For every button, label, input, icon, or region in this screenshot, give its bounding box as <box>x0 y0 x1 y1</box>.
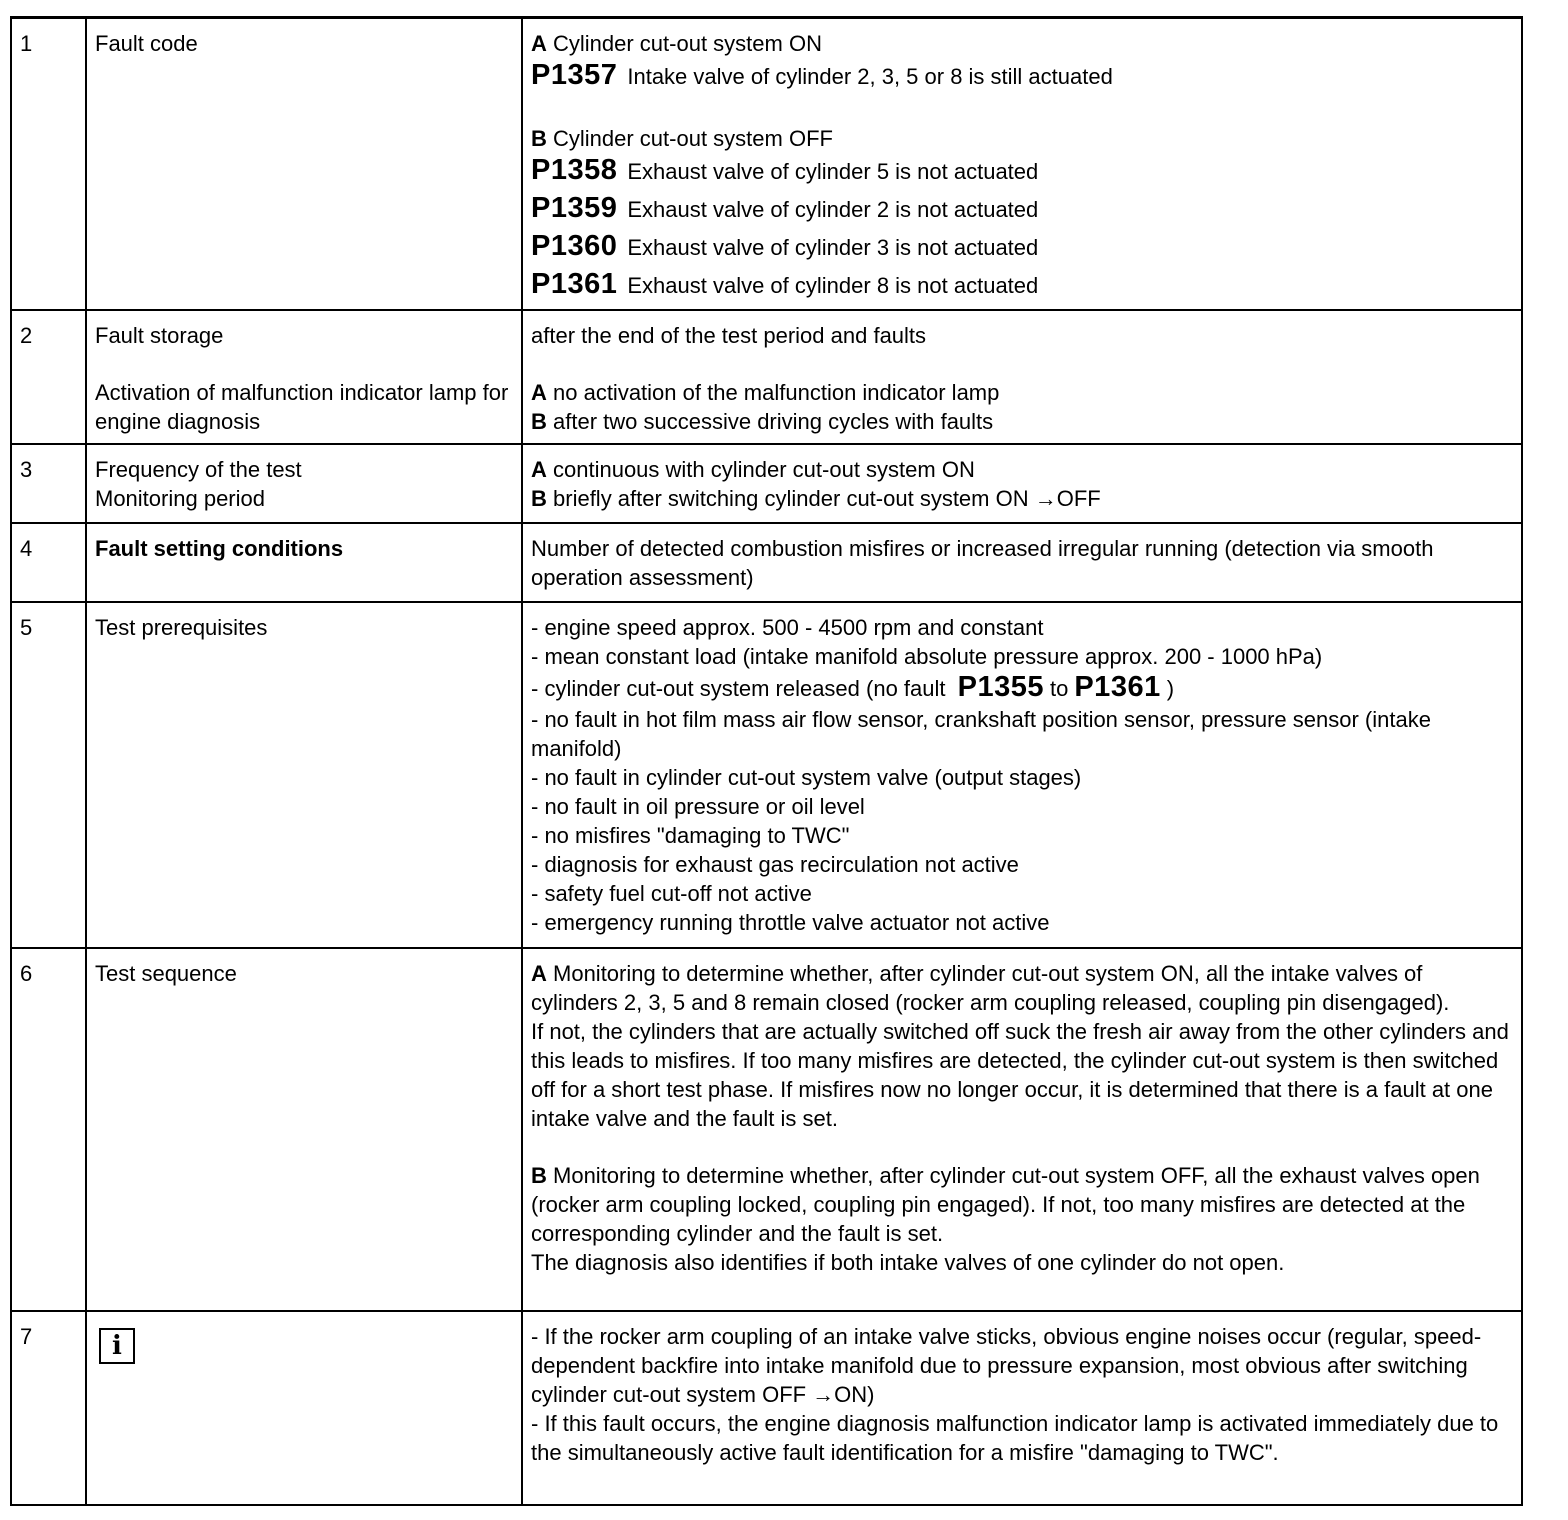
content-text: If not, the cylinders that are actually switched off suck the fresh air away from the other cylinders and this leads to misfires. If too many misfires are detected, the cylinder cut-out system is then switched off for a short test phase. If misfires now no longer occur, it is determined that there is a fault at one intake valve and the fault is set. <box>531 1019 1509 1131</box>
fault-code: P1361 <box>531 268 618 300</box>
list-item: - no fault in cylinder cut-out system valve (output stages) <box>531 765 1082 790</box>
row-content <box>522 444 1522 523</box>
fault-code: P1360 <box>531 230 618 262</box>
list-item-text: ) <box>1166 676 1175 701</box>
fault-code-cell <box>522 18 1522 311</box>
fault-code-entry <box>531 56 1513 96</box>
row-content <box>522 948 1522 1311</box>
table-row <box>11 948 1522 1311</box>
list-item: - emergency running throttle valve actuator not active <box>531 910 1050 935</box>
table-row <box>11 444 1522 523</box>
content-text: after the end of the test period and faults <box>531 323 927 348</box>
row-label <box>86 444 522 523</box>
table-row <box>11 602 1522 948</box>
fault-code-description: Exhaust valve of cylinder 5 is not actuated <box>627 159 1039 184</box>
row-number: 7 <box>11 1311 86 1505</box>
row-label <box>86 310 522 444</box>
row-label: Test prerequisites <box>86 602 522 948</box>
content-text: - If this fault occurs, the engine diagnosis malfunction indicator lamp is activated immediately due to the simultaneously active fault identification for a misfire "damaging to TWC". <box>531 1411 1499 1465</box>
content-text: Monitoring to determine whether, after cylinder cut-out system ON, all the intake valves of cylinders 2, 3, 5 and 8 remain closed (rocker arm coupling released, coupling pin disengaged). <box>531 961 1450 1015</box>
section-heading: Cylinder cut-out system OFF <box>546 126 833 151</box>
table-row <box>11 1311 1522 1505</box>
row-content <box>522 602 1522 948</box>
diagnosis-table <box>10 16 1523 1506</box>
fault-code: P1355 <box>957 671 1044 703</box>
row-number: 3 <box>11 444 86 523</box>
content-text: after two successive driving cycles with faults <box>546 409 994 434</box>
content-text: - If the rocker arm coupling of an intake valve sticks, obvious engine noises occur (regular, speed-dependent backfire into intake manifold due to pressure expansion, most obvious after switching cylinder cut-out system OFF →ON) <box>531 1324 1482 1407</box>
fault-code: P1359 <box>531 192 618 224</box>
row-label-line: Monitoring period <box>95 486 265 511</box>
section-letter: A <box>531 380 547 405</box>
list-item-text: - cylinder cut-out system released (no fault <box>531 676 952 701</box>
table-row <box>11 310 1522 444</box>
fault-code-description: Exhaust valve of cylinder 3 is not actuated <box>627 235 1039 260</box>
list-item: - no fault in hot film mass air flow sensor, crankshaft position sensor, pressure sensor (intake manifold) <box>531 707 1431 761</box>
row-label: Fault code <box>86 18 522 311</box>
row-label-line: Frequency of the test <box>95 457 302 482</box>
section-letter: A <box>531 961 547 986</box>
fault-code-entry <box>531 265 1513 305</box>
table-row <box>11 18 1522 311</box>
row-content <box>522 1311 1522 1505</box>
row-label-line: Activation of malfunction indicator lamp for engine diagnosis <box>95 380 509 434</box>
list-item: - engine speed approx. 500 - 4500 rpm and constant <box>531 615 1044 640</box>
row-content: Number of detected combustion misfires or increased irregular running (detection via smooth operation assessment) <box>522 523 1522 602</box>
fault-code-description: Exhaust valve of cylinder 2 is not actuated <box>627 197 1039 222</box>
list-item <box>531 671 1513 705</box>
content-text: Monitoring to determine whether, after cylinder cut-out system OFF, all the exhaust valves open (rocker arm coupling locked, coupling pin engaged). If not, too many misfires are detected at the corresponding cylinder and the fault is set. <box>531 1163 1480 1246</box>
row-label: Test sequence <box>86 948 522 1311</box>
row-number: 1 <box>11 18 86 311</box>
list-item: - no misfires "damaging to TWC" <box>531 823 850 848</box>
content-text: briefly after switching cylinder cut-out system ON →OFF <box>546 486 1101 511</box>
row-number: 2 <box>11 310 86 444</box>
section-letter: A <box>531 457 547 482</box>
content-text: The diagnosis also identifies if both intake valves of one cylinder do not open. <box>531 1250 1285 1275</box>
list-item: - safety fuel cut-off not active <box>531 881 812 906</box>
row-content <box>522 310 1522 444</box>
section-heading: Cylinder cut-out system ON <box>546 31 822 56</box>
list-item: - no fault in oil pressure or oil level <box>531 794 865 819</box>
fault-code: P1361 <box>1074 671 1161 703</box>
row-label <box>86 1311 522 1505</box>
fault-code-description: Intake valve of cylinder 2, 3, 5 or 8 is still actuated <box>627 64 1113 89</box>
section-letter: A <box>531 31 547 56</box>
content-text: continuous with cylinder cut-out system ON <box>546 457 975 482</box>
fault-code: P1358 <box>531 154 618 186</box>
section-letter: B <box>531 486 547 511</box>
fault-code-entry <box>531 189 1513 229</box>
fault-code: P1357 <box>531 59 618 91</box>
row-label: Fault setting conditions <box>86 523 522 602</box>
list-item-text: to <box>1049 676 1069 701</box>
list-item: - mean constant load (intake manifold absolute pressure approx. 200 - 1000 hPa) <box>531 644 1323 669</box>
row-number: 6 <box>11 948 86 1311</box>
table-row <box>11 523 1522 602</box>
row-number: 4 <box>11 523 86 602</box>
section-letter: B <box>531 409 547 434</box>
row-label-line: Fault storage <box>95 323 224 348</box>
list-item: - diagnosis for exhaust gas recirculation not active <box>531 852 1019 877</box>
section-letter: B <box>531 1163 547 1188</box>
fault-code-description: Exhaust valve of cylinder 8 is not actuated <box>627 273 1039 298</box>
section-letter: B <box>531 126 547 151</box>
row-number: 5 <box>11 602 86 948</box>
fault-code-entry <box>531 151 1513 191</box>
info-icon: i <box>99 1328 135 1364</box>
fault-code-entry <box>531 227 1513 267</box>
content-text: no activation of the malfunction indicator lamp <box>546 380 1000 405</box>
